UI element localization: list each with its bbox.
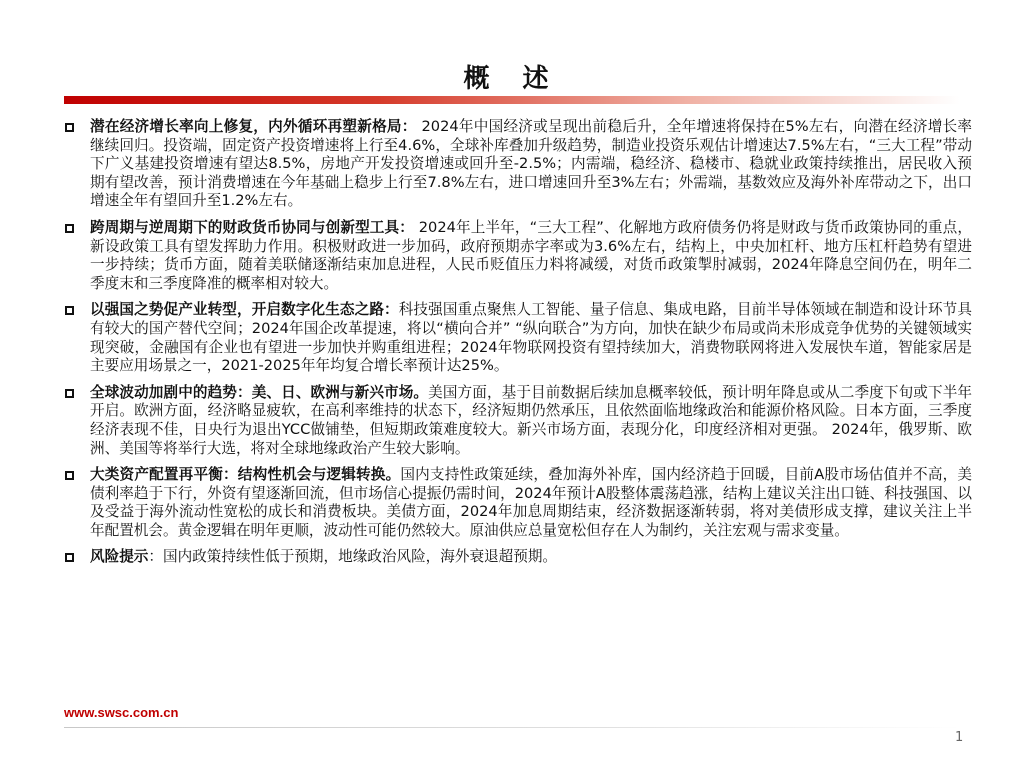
item-heading: 以强国之势促产业转型，开启数字化生态之路：: [90, 301, 399, 319]
summary-item-growth: [62, 118, 972, 211]
summary-item-fiscal-monetary: [62, 219, 972, 293]
square-bullet-icon: [65, 553, 74, 562]
summary-item-risk: [62, 548, 972, 567]
item-heading: 全球波动加剧中的趋势：美、日、欧洲与新兴市场。: [90, 383, 429, 401]
footer-website: www.swsc.com.cn: [64, 705, 179, 720]
title-underline-bar: [64, 96, 960, 104]
item-body: 国内支持性政策延续，叠加海外补库，国内经济趋于回暖，目前A股市场估值并不高，美债利率趋于下行，外资有望逐渐回流，但市场信心提振仍需时间，2024年预计A股整体震荡趋涨，结构上建议关注出口链、科技强国、以及受益于海外流动性宽松的成长和消费板块。美债方面，2024年加息周期结束，经济数据逐渐转弱，将对美债形成支撑，建议关注上半年配置机会。黄金逻辑在明年更顺，波动性可能仍然较大。原油供应总量宽松但存在人为制约，关注宏观与需求变量。: [90, 466, 972, 539]
square-bullet-icon: [65, 471, 74, 480]
square-bullet-icon: [65, 306, 74, 315]
page-number: 1: [955, 730, 964, 745]
square-bullet-icon: [65, 389, 74, 398]
item-heading: 大类资产配置再平衡：结构性机会与逻辑转换。: [90, 466, 401, 484]
item-body: ：国内政策持续性低于预期，地缘政治风险，海外衰退超预期。: [148, 548, 558, 566]
page-title: 概 述: [463, 64, 561, 94]
item-body: 美国方面，基于目前数据后续加息概率较低，预计明年降息或从二季度下旬或下半年开启。欧洲方面，经济略显疲软，在高利率维持的状态下，经济短期仍然承压，且依然面临地缘政治和能源价格风险。日本方面，三季度经济表现不佳，日央行为退出YCC做铺垫，但短期政策难度较大。新兴市场方面，表现分化，印度经济相对更强。 2024年，俄罗斯、欧洲、美国等将举行大选，将对全球地缘政治产生较大影响。: [90, 383, 972, 457]
item-heading: 跨周期与逆周期下的财政货币协同与创新型工具：: [90, 218, 414, 236]
item-heading: 潜在经济增长率向上修复，内外循环再塑新格局：: [90, 118, 417, 135]
summary-list: [62, 118, 972, 575]
item-body: 科技强国重点聚焦人工智能、量子信息、集成电路，目前半导体领域在制造和设计环节具有较大的国产替代空间；2024年国企改革提速，将以“横向合并” “纵向联合”为方向，加快在缺少布局或尚未形成竞争优势的关键领域实现突破，金融国有企业也有望进一步加快并购重组进程；2024年物联网投资有望持续加大，消费物联网将进入发展快车道，智能家居是主要应用场景之一，2021-2025年年均复合增长率预计达25%。: [90, 301, 972, 375]
square-bullet-icon: [65, 224, 74, 233]
item-body: 2024年中国经济或呈现出前稳后升，全年增速将保持在5%左右，向潜在经济增长率继续回归。投资端，固定资产投资增速将上行至4.6%，全球补库叠加升级趋势，制造业投资乐观估计增速达7.5%左右，“三大工程”带动下广义基建投资增速有望达8.5%，房地产开发投资增速或回升至-2.5%；内需端，稳经济、稳楼市、稳就业政策持续推出，居民收入预期有望改善，预计消费增速在今年基础上稳步上行至7.8%左右，进口增速回升至3%左右；外需端，基数效应及海外补库带动之下，出口增速全年有望回升至1.2%左右。: [90, 118, 972, 210]
item-heading: 风险提示: [90, 548, 149, 566]
summary-item-asset-allocation: [62, 466, 972, 540]
footer-divider: [64, 727, 960, 728]
item-body: 2024年上半年，“三大工程”、化解地方政府债务仍将是财政与货币政策协同的重点，新设政策工具有望发挥助力作用。积极财政进一步加码，政府预期赤字率或为3.6%左右，结构上，中央加杠杆、地方压杠杆趋势有望进一步持续；货币方面，随着美联储逐渐结束加息进程，人民币贬值压力料将减缓，对货币政策掣肘减弱，2024年降息空间仍在，明年二季度末和三季度降准的概率相对较大。: [90, 218, 972, 292]
summary-item-global: [62, 384, 972, 458]
summary-item-industry: [62, 301, 972, 375]
square-bullet-icon: [65, 123, 74, 132]
